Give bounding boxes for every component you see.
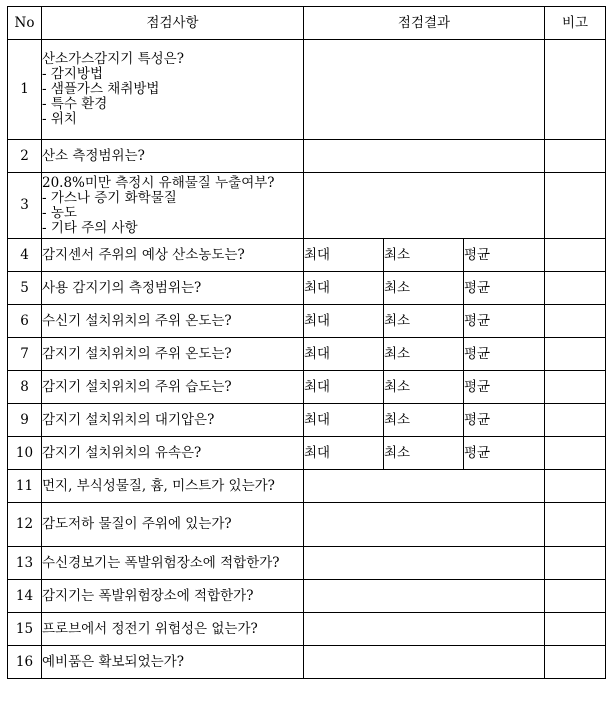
remark-cell [545,547,606,580]
table-row [8,272,606,305]
result-avg-cell: 평균 [464,338,545,371]
row-number: 3 [8,173,42,239]
item-subpoint: - 위치 [42,111,77,127]
item-question: 사용 감지기의 측정범위는? [42,279,202,296]
result-max-cell: 최대 [304,239,384,272]
item-question: 감지기는 폭발위험장소에 적합한가? [42,587,254,604]
inspection-item [42,173,304,239]
remark-cell [545,40,606,140]
item-question: 산소 측정범위는? [42,147,145,164]
result-min-cell: 최소 [384,272,464,305]
remark-cell [545,305,606,338]
result-min-cell: 최소 [384,437,464,470]
remark-cell [545,371,606,404]
result-cell [304,40,545,140]
remark-cell [545,404,606,437]
result-avg-cell: 평균 [464,437,545,470]
item-question: 예비품은 확보되었는가? [42,653,184,670]
result-avg-cell: 평균 [464,404,545,437]
table-row [8,239,606,272]
inspection-item [42,580,304,613]
item-subpoint: - 샘플가스 채취방법 [42,81,160,97]
item-question: 수신기 설치위치의 주위 온도는? [42,312,232,329]
header-row [8,7,606,40]
table-row [8,404,606,437]
result-cell [304,503,545,547]
item-question: 감도저하 물질이 주위에 있는가? [42,516,232,532]
table-row [8,140,606,173]
row-number: 6 [8,305,42,338]
inspection-item [42,338,304,371]
remark-cell [545,613,606,646]
remark-cell [545,173,606,239]
remark-cell [545,239,606,272]
result-avg-cell: 평균 [464,272,545,305]
remark-cell [545,338,606,371]
remark-cell [545,437,606,470]
result-max-cell: 최대 [304,437,384,470]
header-remark: 비고 [545,7,606,40]
row-number: 15 [8,613,42,646]
inspection-item [42,272,304,305]
result-min-cell: 최소 [384,239,464,272]
result-max-cell: 최대 [304,305,384,338]
result-avg-cell: 평균 [464,371,545,404]
row-number: 1 [8,40,42,140]
row-number: 2 [8,140,42,173]
item-question: 수신경보기는 폭발위험장소에 적합한가? [42,554,280,571]
item-question: 감지기 설치위치의 주위 온도는? [42,345,232,362]
inspection-item [42,404,304,437]
table-row [8,547,606,580]
row-number: 12 [8,503,42,547]
result-cell [304,173,545,239]
item-question: 먼지, 부식성물질, 흄, 미스트가 있는가? [42,477,275,494]
row-number: 14 [8,580,42,613]
table-body [8,40,606,679]
inspection-item [42,40,304,140]
item-question: 감지기 설치위치의 대기압은? [42,411,215,428]
table-row [8,173,606,239]
remark-cell [545,140,606,173]
header-item: 점검사항 [42,7,304,40]
row-number: 7 [8,338,42,371]
table-row [8,503,606,547]
table-row [8,305,606,338]
row-number: 16 [8,646,42,679]
result-min-cell: 최소 [384,371,464,404]
row-number: 11 [8,470,42,503]
remark-cell [545,646,606,679]
result-min-cell: 최소 [384,338,464,371]
item-question: 프로브에서 정전기 위험성은 없는가? [42,620,258,637]
inspection-item [42,437,304,470]
result-max-cell: 최대 [304,371,384,404]
inspection-table [7,6,606,679]
item-question: 감지기 설치위치의 유속은? [42,444,202,461]
item-question: 감지센서 주위의 예상 산소농도는? [42,246,245,263]
header-result: 점검결과 [304,7,545,40]
inspection-item [42,305,304,338]
remark-cell [545,503,606,547]
table-row [8,338,606,371]
item-subpoint: - 감지방법 [42,66,104,82]
result-cell [304,547,545,580]
table-row [8,470,606,503]
row-number: 8 [8,371,42,404]
result-avg-cell: 평균 [464,239,545,272]
table-row [8,371,606,404]
inspection-item [42,371,304,404]
item-question: 20.8%미만 측정시 유해물질 누출여부? [42,174,275,191]
item-subpoint: - 기타 주의 사항 [42,219,138,236]
inspection-item [42,547,304,580]
inspection-item [42,503,304,547]
table-row [8,613,606,646]
result-min-cell: 최소 [384,305,464,338]
row-number: 13 [8,547,42,580]
table-row [8,646,606,679]
row-number: 5 [8,272,42,305]
inspection-item [42,140,304,173]
result-cell [304,140,545,173]
item-subpoint: - 특수 환경 [42,96,108,112]
item-question: 감지기 설치위치의 주위 습도는? [42,378,232,395]
result-avg-cell: 평균 [464,305,545,338]
inspection-item [42,239,304,272]
header-no: No [8,7,42,40]
result-max-cell: 최대 [304,272,384,305]
remark-cell [545,580,606,613]
item-question: 산소가스감지기 특성은? [42,51,184,67]
result-cell [304,613,545,646]
item-subpoint: - 가스나 증기 화학물질 [42,189,177,206]
result-max-cell: 최대 [304,338,384,371]
table-row [8,437,606,470]
row-number: 4 [8,239,42,272]
remark-cell [545,470,606,503]
table-row [8,40,606,140]
row-number: 10 [8,437,42,470]
result-cell [304,470,545,503]
result-cell [304,580,545,613]
table-row [8,580,606,613]
result-cell [304,646,545,679]
inspection-item [42,646,304,679]
item-subpoint: - 농도 [42,204,77,221]
result-max-cell: 최대 [304,404,384,437]
inspection-item [42,470,304,503]
remark-cell [545,272,606,305]
result-min-cell: 최소 [384,404,464,437]
row-number: 9 [8,404,42,437]
inspection-item [42,613,304,646]
